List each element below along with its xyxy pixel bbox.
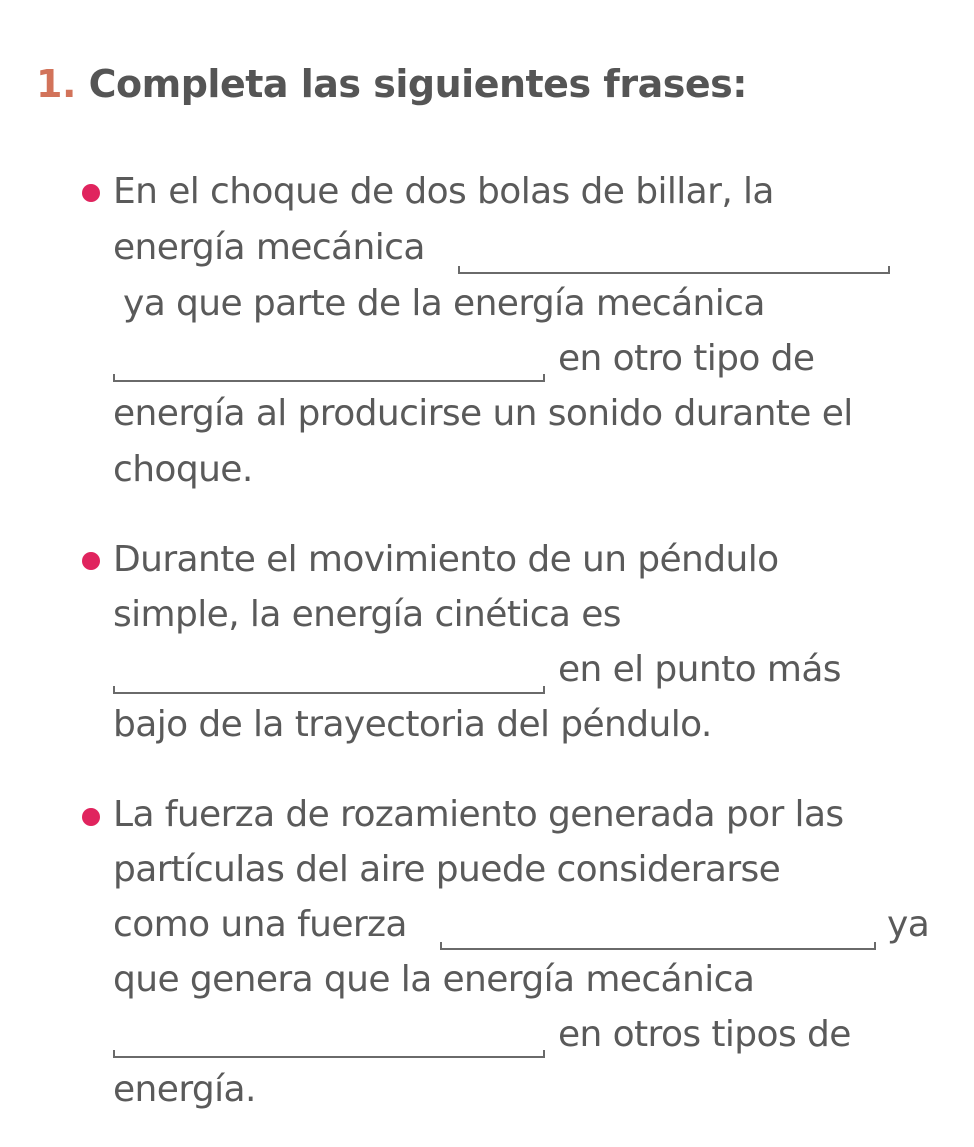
exercise-title: Completa las siguientes frases: — [88, 62, 747, 106]
sentence-line: en el punto más — [558, 649, 841, 690]
sentence-line: En el choque de dos bolas de billar, la — [113, 171, 774, 212]
exercise-number: 1. — [36, 62, 76, 106]
sentence-line: bajo de la trayectoria del péndulo. — [113, 704, 712, 745]
sentence-line: partículas del aire puede considerarse — [113, 849, 781, 890]
sentence-line: energía al producirse un sonido durante el — [113, 393, 853, 434]
sentence-line: en otros tipos de — [558, 1014, 851, 1055]
fill-in-blank[interactable] — [440, 942, 876, 950]
fill-in-blank[interactable] — [113, 1050, 545, 1058]
sentence-line: que genera que la energía mecánica — [113, 959, 755, 1000]
sentence-line: como una fuerza — [113, 904, 407, 945]
fill-in-blank[interactable] — [113, 374, 545, 382]
sentence-line: energía. — [113, 1069, 256, 1110]
bullet-dot — [82, 184, 100, 202]
sentence-line: simple, la energía cinética es — [113, 594, 621, 635]
exercise-heading — [36, 62, 747, 106]
fill-in-blank[interactable] — [113, 686, 545, 694]
sentence-line: choque. — [113, 449, 253, 490]
sentence-line: ya — [887, 904, 930, 945]
bullet-dot — [82, 552, 100, 570]
sentence-line: ya que parte de la energía mecánica — [123, 283, 765, 324]
bullet-dot — [82, 808, 100, 826]
sentence-line: energía mecánica — [113, 227, 425, 268]
fill-in-blank[interactable] — [458, 266, 890, 274]
sentence-line: en otro tipo de — [558, 338, 815, 379]
sentence-line: Durante el movimiento de un péndulo — [113, 539, 779, 580]
sentence-line: La fuerza de rozamiento generada por las — [113, 794, 844, 835]
